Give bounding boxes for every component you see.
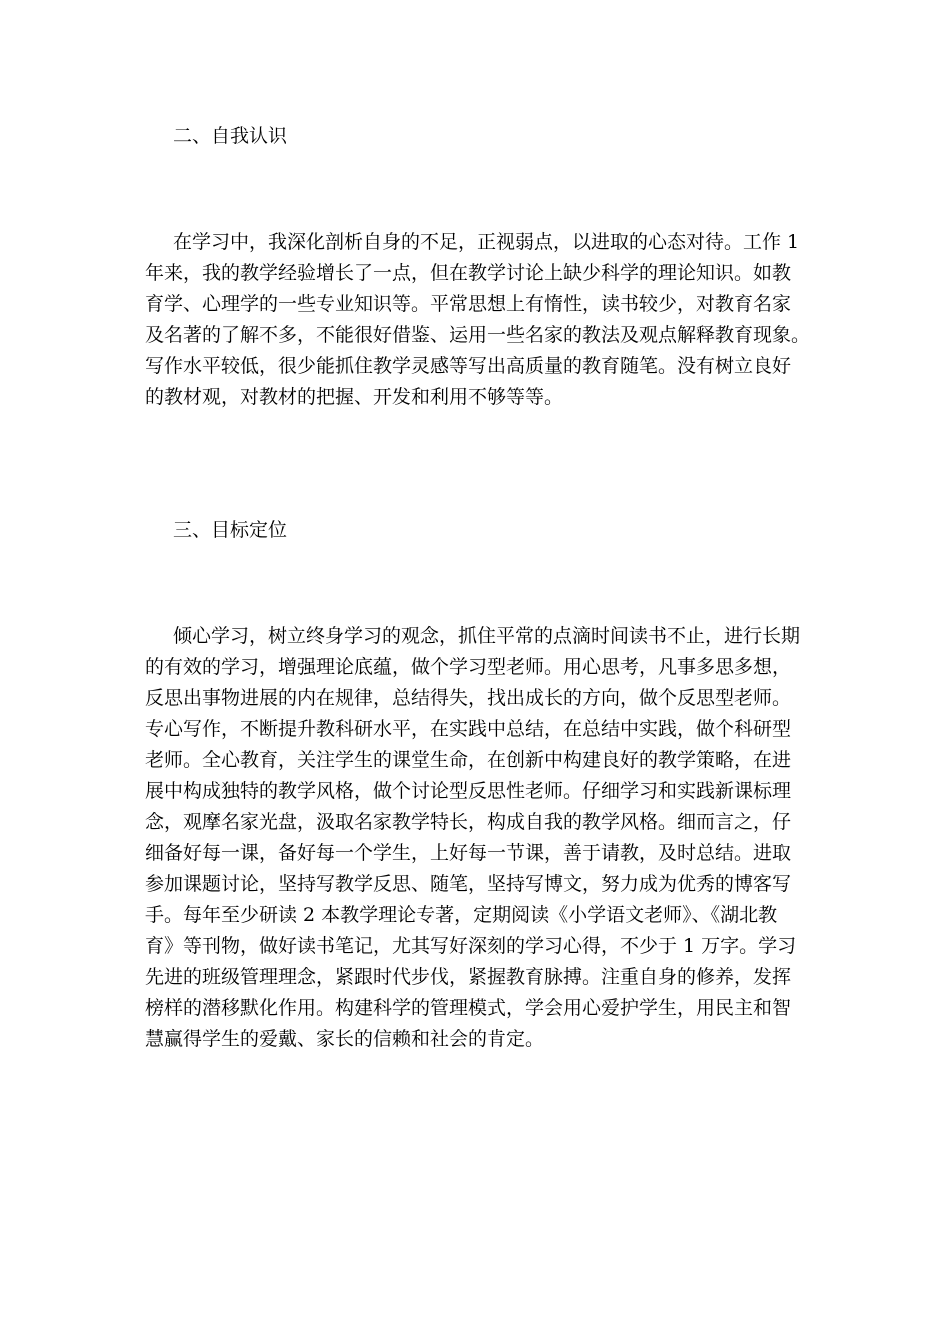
paragraph-line: 的有效的学习，增强理论底蕴，做个学习型老师。用心思考，凡事多思多想， [145,656,792,678]
paragraph-line: 参加课题讨论，坚持写教学反思、随笔，坚持写博文，努力成为优秀的博客写 [145,873,792,895]
paragraph-line: 榜样的潜移默化作用。构建科学的管理模式，学会用心爱护学生，用民主和智 [145,997,792,1019]
paragraph-line: 展中构成独特的教学风格，做个讨论型反思性老师。仔细学习和实践新课标理 [145,780,792,802]
paragraph-line: 的教材观，对教材的把握、开发和利用不够等等。 [145,386,564,408]
paragraph-line: 先进的班级管理理念，紧跟时代步伐，紧握教育脉搏。注重自身的修养，发挥 [145,966,792,988]
paragraph-line: 念，观摩名家光盘，汲取名家教学特长，构成自我的教学风格。细而言之，仔 [145,811,792,833]
paragraph-line: 育学、心理学的一些专业知识等。平常思想上有惰性，读书较少，对教育名家 [145,293,792,315]
paragraph-line: 慧赢得学生的爱戴、家长的信赖和社会的肯定。 [145,1028,545,1050]
paragraph-line: 写作水平较低，很少能抓住教学灵感等写出高质量的教育随笔。没有树立良好 [145,355,792,377]
paragraph-line: 手。每年至少研读 2 本教学理论专著，定期阅读《小学语文老师》、《湖北教 [145,904,778,926]
paragraph-goal-positioning [145,621,815,1055]
paragraph-line: 反思出事物进展的内在规律，总结得失，找出成长的方向，做个反思型老师。 [145,687,792,709]
paragraph-line: 老师。全心教育，关注学生的课堂生命，在创新中构建良好的教学策略，在进 [145,749,792,771]
paragraph-line: 专心写作，不断提升教科研水平，在实践中总结，在总结中实践，做个科研型 [145,718,792,740]
paragraph-line: 在学习中，我深化剖析自身的不足，正视弱点，以进取的心态对待。工作 1 [173,231,800,253]
paragraph-line: 及名著的了解不多，不能很好借鉴、运用一些名家的教法及观点解释教育现象。 [145,324,811,346]
paragraph-line: 育》等刊物，做好读书笔记，尤其写好深刻的学习心得，不少于 1 万字。学习 [145,935,797,957]
section-heading-goal-positioning: 三、目标定位 [173,519,288,541]
section-heading-self-awareness: 二、自我认识 [173,125,288,147]
paragraph-self-awareness [145,227,815,413]
paragraph-line: 年来，我的教学经验增长了一点，但在教学讨论上缺少科学的理论知识。如教 [145,262,792,284]
paragraph-line: 倾心学习，树立终身学习的观念，抓住平常的点滴时间读书不止，进行长期 [173,625,801,647]
paragraph-line: 细备好每一课，备好每一个学生，上好每一节课，善于请教，及时总结。进取 [145,842,792,864]
